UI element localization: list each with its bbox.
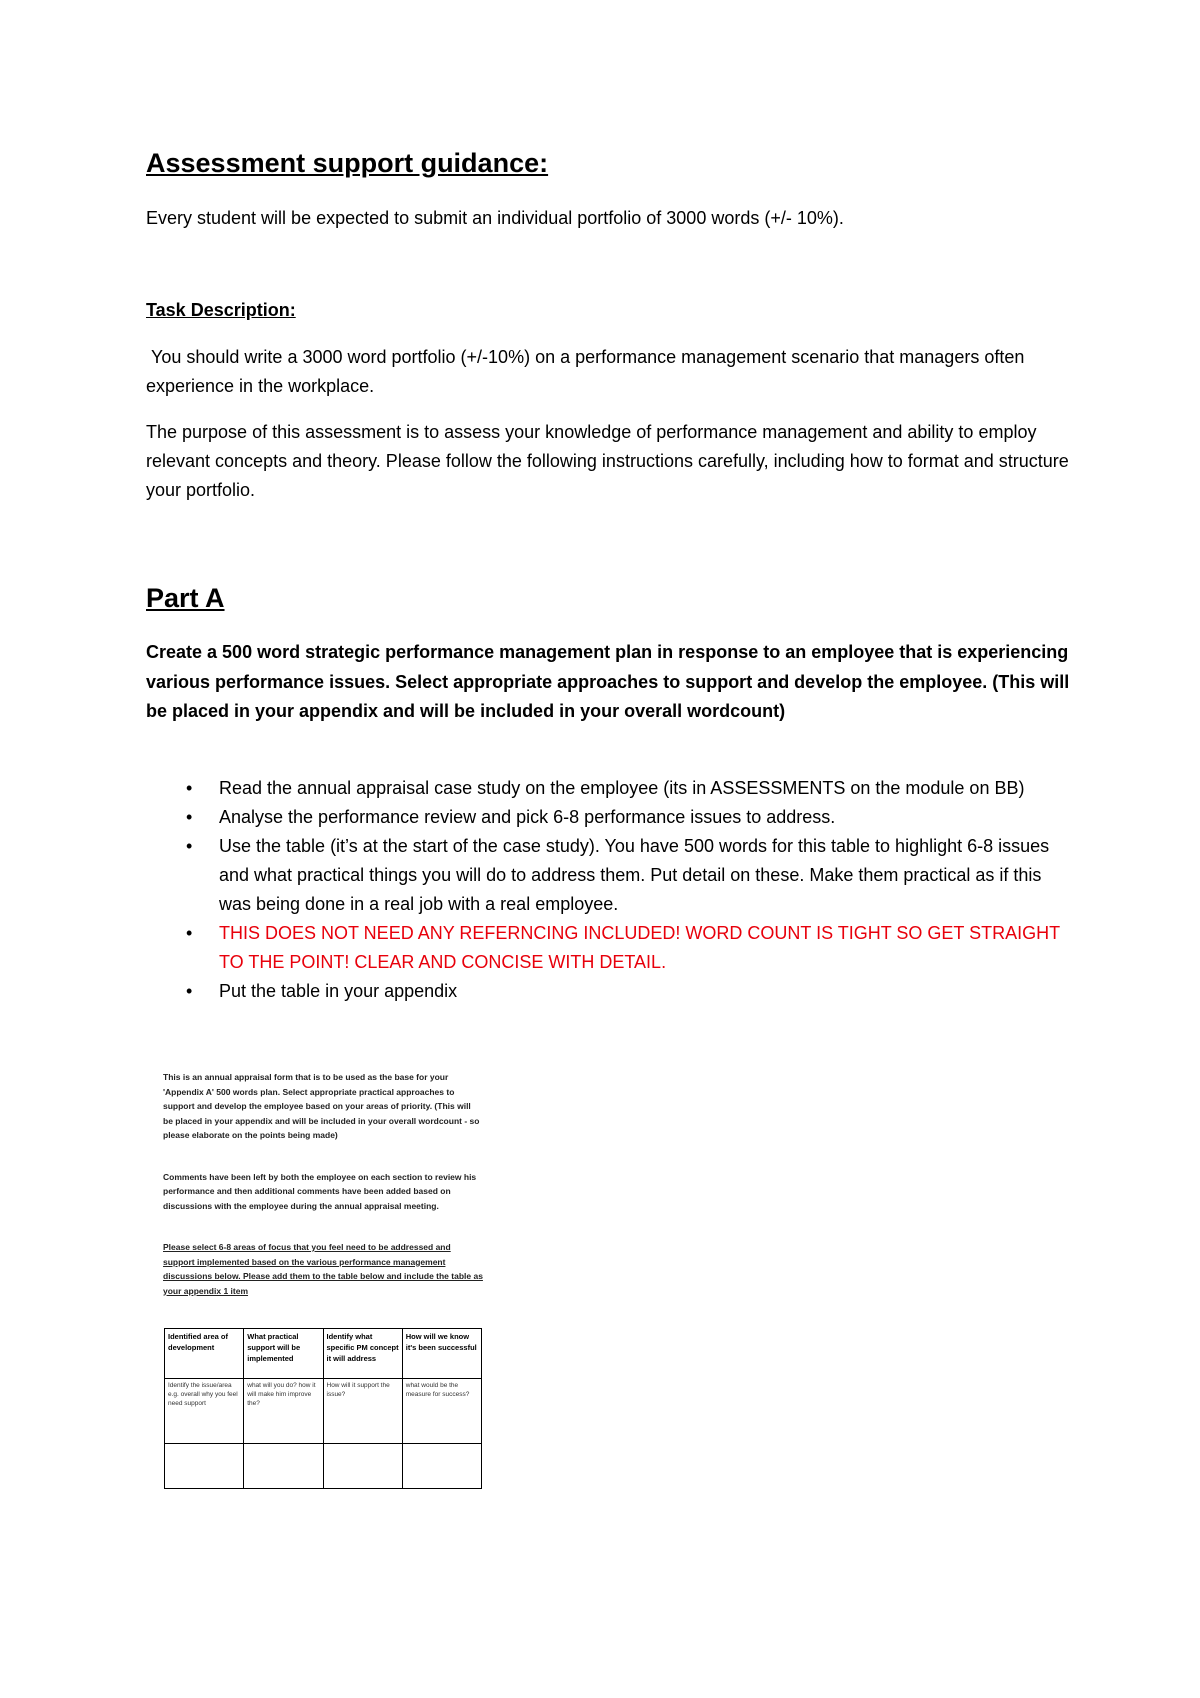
table-cell <box>323 1444 402 1489</box>
page-title: Assessment support guidance: <box>146 148 549 178</box>
list-item: • Use the table (it’s at the start of the case study). You have 500 words for this table to highlight 6-8 issues and what practical things you will do to address them. Put detail on these. Make them practical as if this was being done in a real job with a real employee. <box>146 832 1076 919</box>
table-header-cell: How will we know it's been successful <box>402 1329 481 1379</box>
appraisal-form-thumbnail <box>163 1070 483 1325</box>
table-cell: Identify the issue/area e.g. overall why you feel need support <box>165 1379 244 1444</box>
table-cell <box>402 1444 481 1489</box>
table-header-cell: Identified area of development <box>165 1329 244 1379</box>
list-item: • Put the table in your appendix <box>146 977 1076 1006</box>
task-description-heading: Task Description: <box>146 300 296 320</box>
table-cell: what would be the measure for success? <box>402 1379 481 1444</box>
table-row <box>165 1444 482 1489</box>
part-a-bullet-list <box>146 774 1076 1006</box>
bullet-icon: • <box>186 778 193 798</box>
intro-text: Every student will be expected to submit an individual portfolio of 3000 words (+/- 10%). <box>146 208 844 228</box>
part-a-description: Create a 500 word strategic performance management plan in response to an employee that is experiencing various performance issues. Select appropriate approaches to support and develop the employee. (This will be placed in your appendix and will be included in your overall wordcount) <box>146 642 1070 721</box>
table-cell <box>165 1444 244 1489</box>
task-paragraph-2: The purpose of this assessment is to assess your knowledge of performance management and ability to employ relevant concepts and theory. Please follow the following instructions carefully, including how to format and structure your portfolio. <box>146 422 1069 500</box>
bullet-icon: • <box>186 923 193 943</box>
list-item-warning: • THIS DOES NOT NEED ANY REFERNCING INCLUDED! WORD COUNT IS TIGHT SO GET STRAIGHT TO THE POINT! CLEAR AND CONCISE WITH DETAIL. <box>146 919 1076 977</box>
bullet-icon: • <box>186 807 193 827</box>
appraisal-table <box>164 1328 482 1489</box>
list-item: • Read the annual appraisal case study on the employee (its in ASSESSMENTS on the module on BB) <box>146 774 1076 803</box>
task-paragraph-1: You should write a 3000 word portfolio (+/-10%) on a performance management scenario that managers often experience in the workplace. <box>146 347 1025 396</box>
part-a-heading: Part A <box>146 583 225 613</box>
table-header-cell: What practical support will be implemented <box>244 1329 323 1379</box>
bullet-icon: • <box>186 836 193 856</box>
list-item: • Analyse the performance review and pick 6-8 performance issues to address. <box>146 803 1076 832</box>
table-cell: what will you do? how it will make him improve the? <box>244 1379 323 1444</box>
table-cell <box>244 1444 323 1489</box>
table-cell: How will it support the issue? <box>323 1379 402 1444</box>
thumbnail-paragraph-3: Please select 6-8 areas of focus that you feel need to be addressed and support implemented based on the various performance management discussions below. Please add them to the table below and include the table as your appendix 1 item <box>163 1242 483 1296</box>
table-header-row <box>165 1329 482 1379</box>
table-header-cell: Identify what specific PM concept it will address <box>323 1329 402 1379</box>
bullet-icon: • <box>186 981 193 1001</box>
table-row <box>165 1379 482 1444</box>
thumbnail-paragraph-2: Comments have been left by both the employee on each section to review his performance and then additional comments have been added based on discussions with the employee during the annual appraisal meeting. <box>163 1171 477 1211</box>
thumbnail-paragraph-1: This is an annual appraisal form that is to be used as the base for your 'Appendix A' 500 words plan. Select appropriate practical approaches to support and develop the employee based on your areas of priority. (This will be placed in your appendix and will be included in your overall wordcount - so please elaborate on the points being made) <box>163 1072 480 1140</box>
